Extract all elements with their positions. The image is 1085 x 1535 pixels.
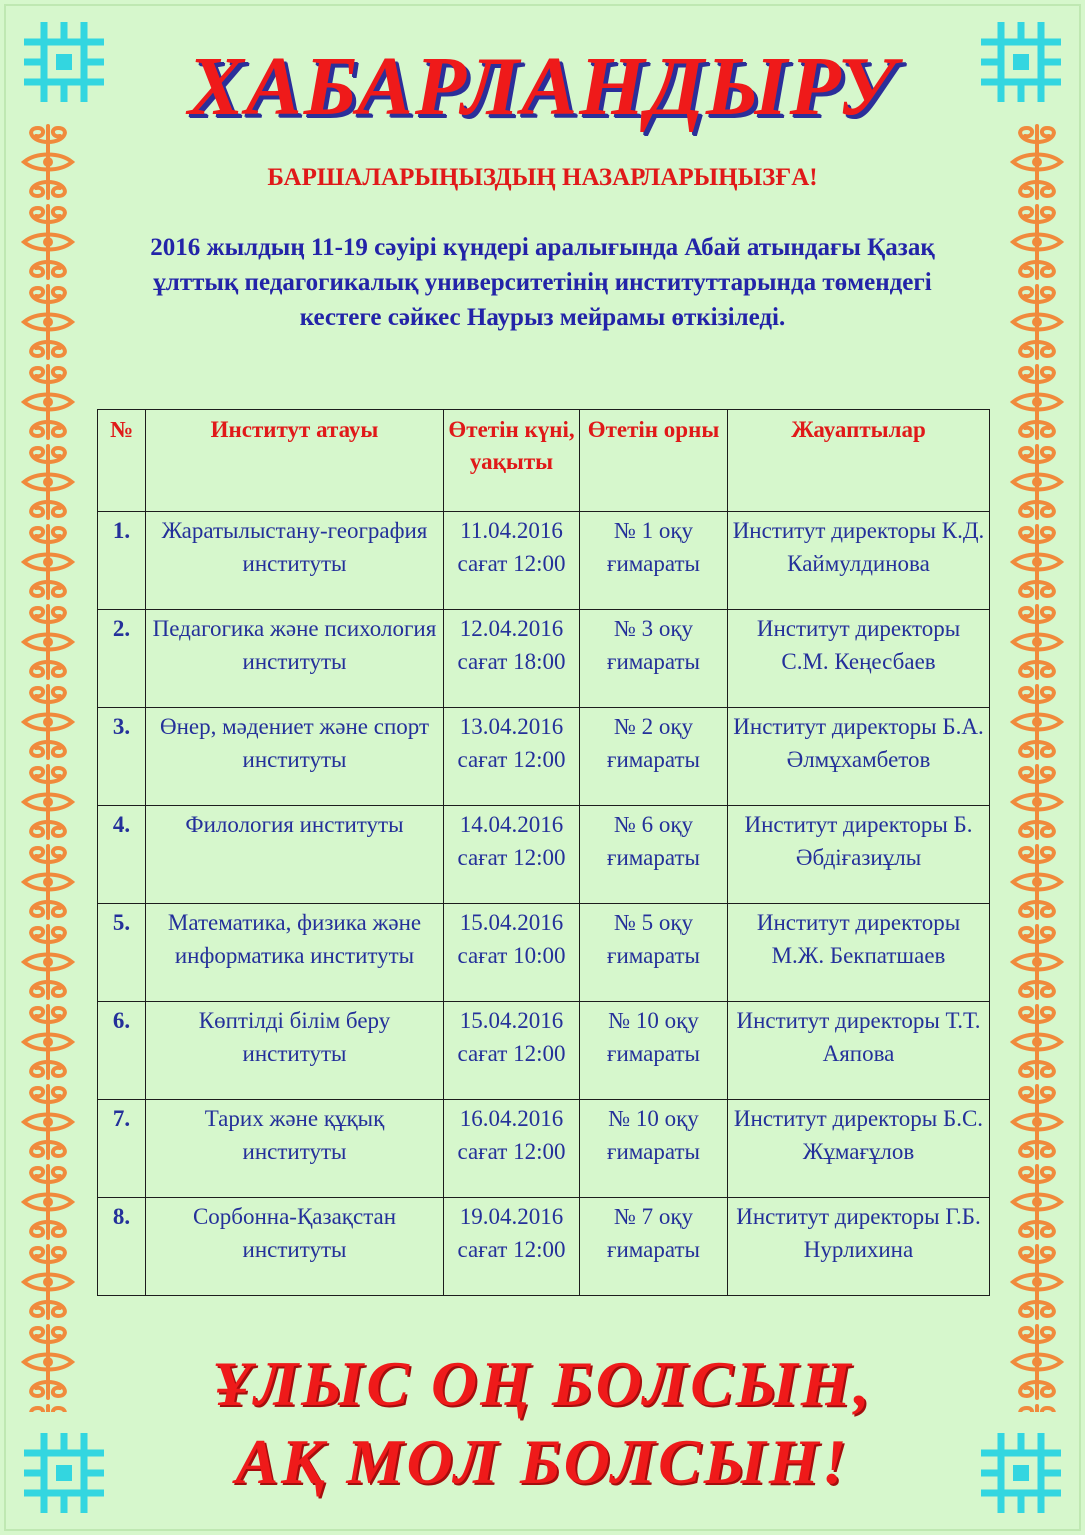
event-place: № 6 оқу ғимараты <box>580 806 728 904</box>
table-row <box>98 806 990 904</box>
event-place: № 7 оқу ғимараты <box>580 1198 728 1296</box>
row-number: 7. <box>98 1100 146 1198</box>
institute-name: Тарих және құқық институты <box>146 1100 444 1198</box>
table-header-row <box>98 410 990 512</box>
institute-name: Көптілді білім беру институты <box>146 1002 444 1100</box>
institute-name: Математика, физика және информатика институты <box>146 904 444 1002</box>
header-responsible: Жауаптылар <box>728 410 990 512</box>
header-institute-name: Институт атауы <box>146 410 444 512</box>
event-date-time: 16.04.2016 сағат 12:00 <box>444 1100 580 1198</box>
poster-title: ХАБАРЛАНДЫРУ <box>187 40 898 133</box>
table-row <box>98 512 990 610</box>
header-date-time: Өтетін күні, уақыты <box>444 410 580 512</box>
event-place: № 3 оқу ғимараты <box>580 610 728 708</box>
responsible-person: Институт директоры Б. Әбдіғазиұлы <box>728 806 990 904</box>
closing-line-2: АҚ МОЛ БОЛСЫН! <box>235 1426 850 1497</box>
responsible-person: Институт директоры М.Ж. Бекпатшаев <box>728 904 990 1002</box>
responsible-person: Институт директоры Г.Б. Нурлихина <box>728 1198 990 1296</box>
event-date-time: 11.04.2016 сағат 12:00 <box>444 512 580 610</box>
row-number: 6. <box>98 1002 146 1100</box>
row-number: 8. <box>98 1198 146 1296</box>
institute-name: Сорбонна-Қазақстан институты <box>146 1198 444 1296</box>
event-date-time: 15.04.2016 сағат 12:00 <box>444 1002 580 1100</box>
header-place: Өтетін орны <box>580 410 728 512</box>
event-date-time: 12.04.2016 сағат 18:00 <box>444 610 580 708</box>
institute-name: Педагогика және психология институты <box>146 610 444 708</box>
event-place: № 10 оқу ғимараты <box>580 1002 728 1100</box>
table-row <box>98 1100 990 1198</box>
table-row <box>98 610 990 708</box>
closing-greeting <box>0 1345 1085 1501</box>
responsible-person: Институт директоры С.М. Кеңесбаев <box>728 610 990 708</box>
institute-name: Жаратылыстану-география институты <box>146 512 444 610</box>
institute-name: Өнер, мәдениет және спорт институты <box>146 708 444 806</box>
responsible-person: Институт директоры Б.С. Жұмағұлов <box>728 1100 990 1198</box>
header-number: № <box>98 410 146 512</box>
event-date-time: 14.04.2016 сағат 12:00 <box>444 806 580 904</box>
row-number: 5. <box>98 904 146 1002</box>
table-row <box>98 708 990 806</box>
event-place: № 10 оқу ғимараты <box>580 1100 728 1198</box>
kazakh-floral-ornament-icon <box>1005 122 1069 1412</box>
institute-name: Филология институты <box>146 806 444 904</box>
event-place: № 5 оқу ғимараты <box>580 904 728 1002</box>
schedule-table <box>97 409 990 1296</box>
event-place: № 2 оқу ғимараты <box>580 708 728 806</box>
table-row <box>98 904 990 1002</box>
poster-subtitle: БАРШАЛАРЫҢЫЗДЫҢ НАЗАРЛАРЫҢЫЗҒА! <box>267 164 818 191</box>
table-row <box>98 1198 990 1296</box>
event-date-time: 19.04.2016 сағат 12:00 <box>444 1198 580 1296</box>
event-place: № 1 оқу ғимараты <box>580 512 728 610</box>
table-row <box>98 1002 990 1100</box>
row-number: 4. <box>98 806 146 904</box>
row-number: 2. <box>98 610 146 708</box>
kazakh-floral-ornament-icon <box>16 122 80 1412</box>
row-number: 3. <box>98 708 146 806</box>
announcement-text: 2016 жылдың 11-19 сәуірі күндері аралығында Абай атындағы Қазақ ұлттық педагогикалық университетінің институттарында төмендегі кестеге сәйкес Наурыз мейрамы өткізіледі. <box>150 234 935 331</box>
responsible-person: Институт директоры К.Д. Каймулдинова <box>728 512 990 610</box>
responsible-person: Институт директоры Б.А. Әлмұхамбетов <box>728 708 990 806</box>
event-date-time: 15.04.2016 сағат 10:00 <box>444 904 580 1002</box>
event-date-time: 13.04.2016 сағат 12:00 <box>444 708 580 806</box>
closing-line-1: ҰЛЫС ОҢ БОЛСЫН, <box>212 1348 873 1419</box>
responsible-person: Институт директоры Т.Т. Аяпова <box>728 1002 990 1100</box>
row-number: 1. <box>98 512 146 610</box>
